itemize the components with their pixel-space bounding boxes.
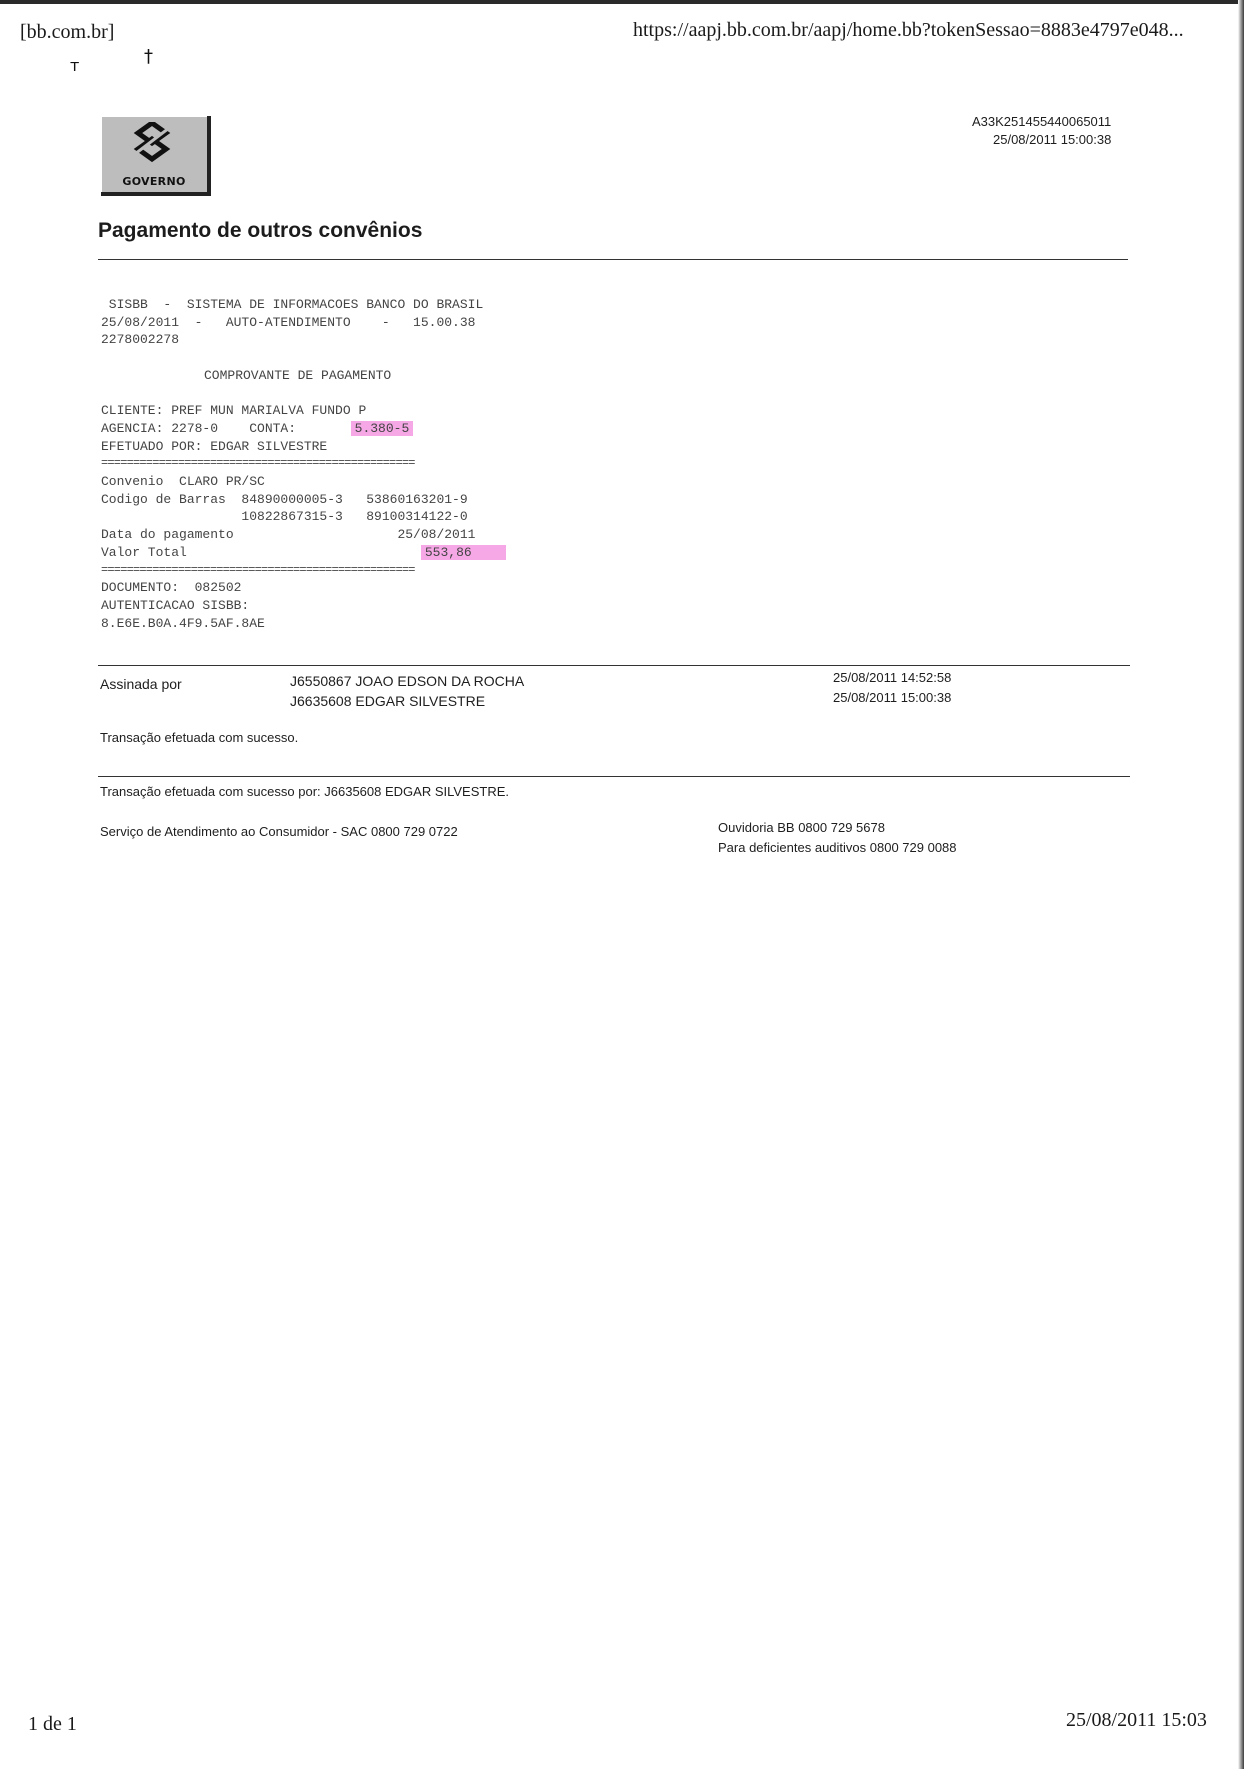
logo-text: GOVERNO	[122, 175, 186, 188]
page-title: Pagamento de outros convênios	[98, 219, 423, 242]
receipt-document: DOCUMENTO: 082502	[101, 580, 242, 596]
signer-datetime: 25/08/2011 14:52:58	[833, 670, 952, 685]
receipt-block	[101, 296, 506, 632]
sac-contact: Serviço de Atendimento ao Consumidor - SAC 0800 729 0722	[100, 824, 458, 839]
scan-mark: †	[144, 46, 153, 67]
scan-edge-right	[1238, 0, 1244, 1769]
banco-do-brasil-logo-icon	[131, 122, 173, 164]
receipt-separator: =================================================	[101, 562, 415, 577]
receipt-agency: AGENCIA: 2278-0 CONTA:	[101, 420, 351, 436]
page-counter: 1 de 1	[28, 1713, 77, 1735]
receipt-total-value: 553,86	[421, 545, 506, 560]
receipt-separator: =================================================	[101, 456, 415, 471]
ombudsman-contact: Ouvidoria BB 0800 729 5678	[718, 820, 885, 835]
receipt-auth-label: AUTENTICACAO SISBB:	[101, 597, 250, 613]
receipt-payment-date: Data do pagamento 25/08/2011	[101, 527, 476, 543]
receipt-date-line: 25/08/2011 - AUTO-ATENDIMENTO - 15.00.38	[101, 314, 476, 330]
receipt-barcode-line-2: 10822867315-3 89100314122-0	[101, 509, 468, 525]
scan-edge-top	[0, 0, 1244, 4]
transaction-code: A33K251455440065011	[972, 114, 1112, 129]
transaction-status: Transação efetuada com sucesso.	[100, 730, 299, 745]
page-url: https://aapj.bb.com.br/aapj/home.bb?tokenSessao=8883e4797e048...	[633, 19, 1184, 41]
site-label: [bb.com.br]	[20, 21, 115, 43]
footer-divider	[98, 776, 1130, 777]
signed-by-label: Assinada por	[100, 676, 182, 692]
receipt-system-line: SISBB - SISTEMA DE INFORMACOES BANCO DO BRASIL	[101, 297, 484, 312]
transaction-datetime: 25/08/2011 15:00:38	[993, 132, 1112, 147]
success-by: Transação efetuada com sucesso por: J6635608 EDGAR SILVESTRE.	[100, 784, 509, 799]
receipt-barcode-line-1: Codigo de Barras 84890000005-3 53860163201-9	[101, 491, 468, 507]
signature-divider	[98, 665, 1130, 666]
signer-name: J6550867 JOAO EDSON DA ROCHA	[290, 673, 525, 689]
hearing-impaired-contact: Para deficientes auditivos 0800 729 0088	[718, 840, 957, 855]
signer-name: J6635608 EDGAR SILVESTRE	[290, 693, 486, 709]
receipt-total-label: Valor Total	[101, 544, 421, 560]
signer-datetime: 25/08/2011 15:00:38	[833, 690, 952, 705]
receipt-account-number: 5.380-5	[351, 421, 414, 436]
print-datetime: 25/08/2011 15:03	[1066, 1709, 1207, 1731]
bank-logo	[101, 116, 211, 196]
receipt-terminal: 2278002278	[101, 332, 180, 348]
receipt-client: CLIENTE: PREF MUN MARIALVA FUNDO P	[101, 403, 367, 419]
title-divider	[98, 259, 1128, 260]
receipt-agency-account	[101, 420, 506, 438]
receipt-heading: COMPROVANTE DE PAGAMENTO	[204, 367, 392, 383]
receipt-performed-by: EFETUADO POR: EDGAR SILVESTRE	[101, 438, 328, 454]
receipt-total	[101, 544, 506, 562]
receipt-auth-code: 8.E6E.B0A.4F9.5AF.8AE	[101, 615, 265, 631]
receipt-convenio: Convenio CLARO PR/SC	[101, 474, 265, 489]
scan-mark: ᴛ	[70, 56, 80, 75]
